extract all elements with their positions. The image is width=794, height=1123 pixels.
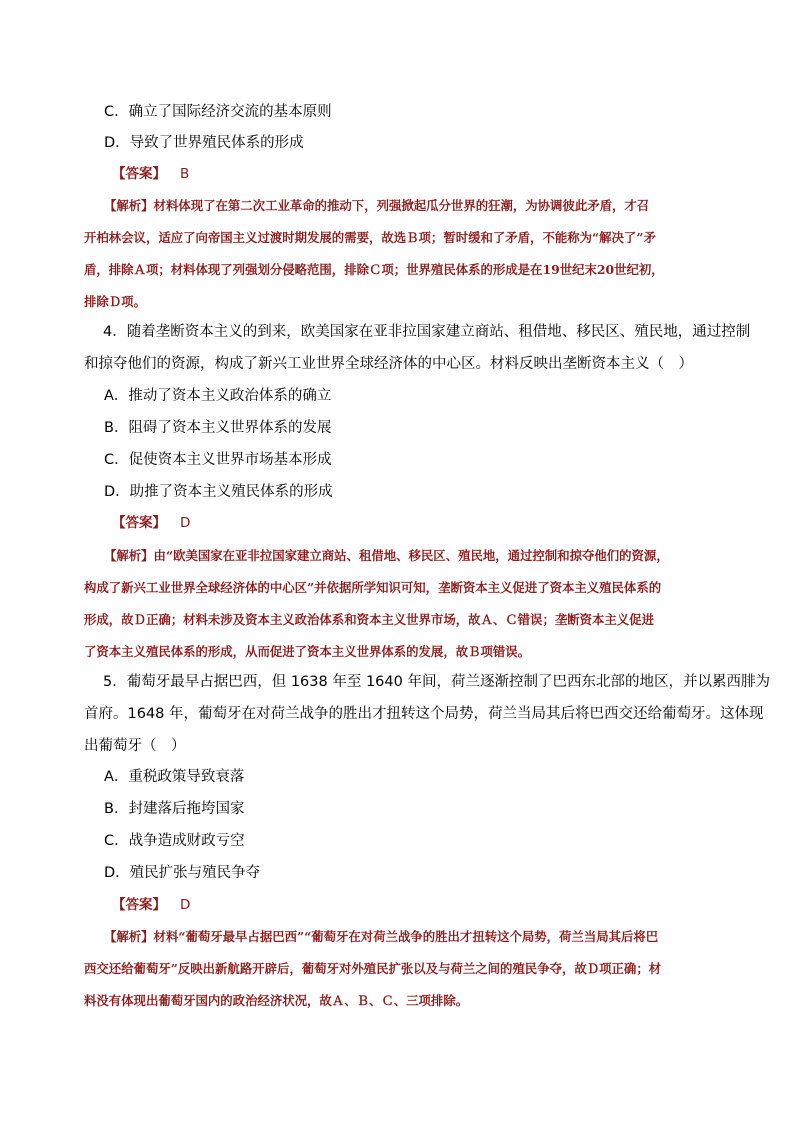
q5-stem-line: 5．葡萄牙最早占据巴西，但 1638 年至 1640 年间，荷兰逐渐控制了巴西东北部的地区，并以累西腓为 <box>103 674 770 690</box>
answer-value: B <box>180 166 190 182</box>
q3-explanation-line: 排除Ｄ项。 <box>84 294 146 309</box>
q3-explanation-line: 【解析】材料体现了在第二次工业革命的推动下，列强掀起瓜分世界的狂潮，为协调彼此矛盾，才召 <box>104 198 650 213</box>
answer-label: 【答案】 <box>112 515 166 531</box>
q5-stem-line: 出葡萄牙（ ） <box>84 738 186 754</box>
answer-value: D <box>180 515 191 531</box>
q4-explanation-line: 形成，故Ｄ正确；材料未涉及资本主义政治体系和资本主义世界市场，故Ａ、Ｃ错误；垄断资本主义促进 <box>84 612 654 627</box>
q3-option-c: C．确立了国际经济交流的基本原则 <box>104 104 332 120</box>
q5-option-b: B．封建落后拖垮国家 <box>104 801 245 817</box>
q4-option-a: A．推动了资本主义政治体系的确立 <box>104 388 332 404</box>
q5-option-c: C．战争造成财政亏空 <box>104 833 245 849</box>
q4-explanation-line: 【解析】由“欧美国家在亚非拉国家建立商站、租借地、移民区、殖民地，通过控制和掠夺他们的资源， <box>104 548 669 563</box>
q5-option-d: D．殖民扩张与殖民争夺 <box>104 865 261 881</box>
q4-explanation-line: 构成了新兴工业世界全球经济体的中心区”并依据所学知识可知，垄断资本主义促进了资本主义殖民体系的 <box>84 580 662 595</box>
q5-option-a: A．重税政策导致衰落 <box>104 769 245 785</box>
q5-explanation-line: 料没有体现出葡萄牙国内的政治经济状况，故Ａ、Ｂ、Ｃ、三项排除。 <box>84 993 469 1008</box>
q5-answer <box>112 895 190 915</box>
q4-option-c: C．促使资本主义世界市场基本形成 <box>104 452 332 468</box>
q5-stem-line: 首府。1648 年，葡萄牙在对荷兰战争的胜出才扭转这个局势，荷兰当局其后将巴西交还给葡萄牙。这体现 <box>84 706 764 722</box>
q3-explanation-line: 盾，排除Ａ项；材料体现了列强划分侵略范围，排除Ｃ项；世界殖民体系的形成是在19世纪末20世纪初， <box>84 262 664 277</box>
q3-option-d: D．导致了世界殖民体系的形成 <box>104 135 304 151</box>
q4-stem-line: 和掠夺他们的资源，构成了新兴工业世界全球经济体的中心区。材料反映出垄断资本主义（ ） <box>84 356 693 372</box>
q5-explanation-line: 【解析】材料“葡萄牙最早占据巴西”“葡萄牙在对荷兰战争的胜出才扭转这个局势，荷兰当局其后将巴 <box>104 929 659 944</box>
q3-answer <box>112 164 189 184</box>
q3-explanation-line: 开柏林会议，适应了向帝国主义过渡时期发展的需要，故选Ｂ项；暂时缓和了矛盾，不能称为“解决了”矛 <box>84 230 656 245</box>
q4-option-d: D．助推了资本主义殖民体系的形成 <box>104 484 333 500</box>
q5-explanation-line: 西交还给葡萄牙”反映出新航路开辟后，葡萄牙对外殖民扩张以及与荷兰之间的殖民争夺，故Ｄ项正确；材 <box>84 961 662 976</box>
q4-option-b: B．阻碍了资本主义世界体系的发展 <box>104 420 332 436</box>
q4-answer <box>112 513 190 533</box>
answer-label: 【答案】 <box>112 166 166 182</box>
answer-label: 【答案】 <box>112 897 166 913</box>
answer-value: D <box>180 897 191 913</box>
q4-stem-line: 4．随着垄断资本主义的到来，欧美国家在亚非拉国家建立商站、租借地、移民区、殖民地，通过控制 <box>103 324 751 340</box>
q4-explanation-line: 了资本主义殖民体系的形成，从而促进了资本主义世界体系的发展，故Ｂ项错误。 <box>84 644 531 659</box>
